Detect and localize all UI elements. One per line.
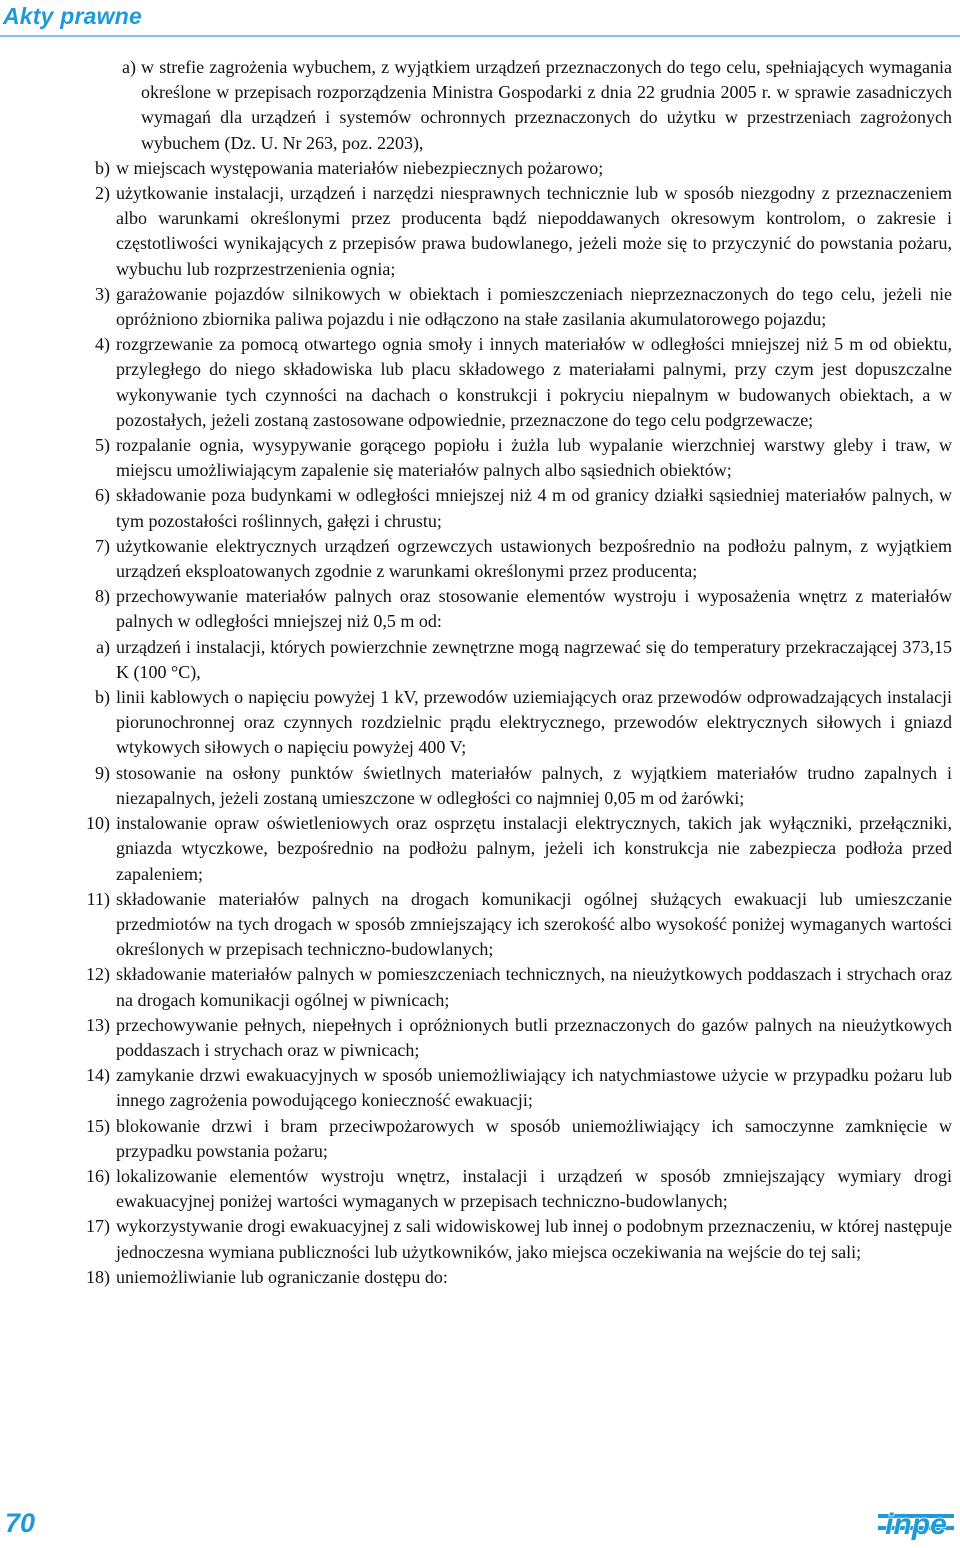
item-text: składowanie poza budynkami w odległości mniejszej niż 4 m od granicy działki sąsiedniej materiałów palnych, w tym pozostałości roślinnych, gałęzi i chrustu; <box>116 485 952 531</box>
list-item <box>0 282 960 332</box>
item-text: zamykanie drzwi ewakuacyjnych w sposób uniemożliwiający ich natychmiastowe użycie w przypadku pożaru lub innego zagrożenia powodującego konieczność ewakuacji; <box>116 1065 952 1111</box>
item-number: 14) <box>86 1065 110 1086</box>
list-item <box>0 1013 960 1063</box>
item-text: użytkowanie elektrycznych urządzeń ogrzewczych ustawionych bezpośrednio na podłożu palnym, z wyjątkiem urządzeń eksploatowanych zgodnie z warunkami określonymi przez producenta; <box>116 535 952 582</box>
item-text: rozgrzewanie za pomocą otwartego ognia smoły i innych materiałów w odległości mniejszej niż 5 m od obiektu, przyległego do niego składowiska lub placu składowego z materiałami palnymi, przy czym jest dopuszczalne wykonywanie tych czynności na dachach o konstrukcji i pokryciu niepalnym w budowanych obiektach, a w pozostałych, jeżeli zostaną zastosowane odpowiednie, przeznaczone do tego celu podgrzewacze; <box>116 334 952 430</box>
subitem-text: urządzeń i instalacji, których powierzchnie zewnętrzne mogą nagrzewać się do temperatury przekraczającej 373,15 K (100 °C), <box>116 636 952 682</box>
list-item <box>0 761 960 811</box>
item-text: przechowywanie materiałów palnych oraz stosowanie elementów wystroju i wyposażenia wnętrz z materiałów palnych w odległości mniejszej niż 0,5 m od: <box>116 586 952 632</box>
publisher-logo-icon <box>878 1505 954 1541</box>
item-number: 15) <box>86 1115 110 1136</box>
item-text: przechowywanie pełnych, niepełnych i opróżnionych butli przeznaczonych do gazów palnych na nieużytkowych poddaszach i strychach oraz w piwnicach; <box>116 1014 952 1060</box>
legal-text <box>0 55 960 1290</box>
item-text: stosowanie na osłony punktów świetlnych materiałów palnych, z wyjątkiem materiałów trudno zapalnych i niezapalnych, jeżeli zostaną umieszczone w odległości co najmniej 0,05 m od żarówki; <box>116 762 952 808</box>
list-item <box>0 1164 960 1214</box>
subitem-text: linii kablowych o napięciu powyżej 1 kV, przewodów uziemiających oraz przewodów odprowadzających instalacji piorunochronnej oraz czynnych rozdzielnic prądu elektrycznego, przewodów elektrycznych siłowych i gniazd wtykowych siłowych o napięciu powyżej 400 V; <box>116 687 952 758</box>
item-number: 12) <box>86 964 110 985</box>
item-text: blokowanie drzwi i bram przeciwpożarowych w sposób uniemożliwiający ich samoczynne zamknięcie w przypadku powstania pożaru; <box>116 1115 952 1161</box>
subitem-marker: a) <box>96 636 110 657</box>
item-text: składowanie materiałów palnych w pomieszczeniach technicznych, na nieużytkowych poddaszach i strychach oraz na drogach komunikacji ogólnej w piwnicach; <box>116 964 952 1010</box>
subitem-marker: a) <box>122 57 136 77</box>
list-subitem <box>0 635 960 685</box>
list-item <box>0 1114 960 1164</box>
item-text: wykorzystywanie drogi ewakuacyjnej z sali widowiskowej lub innej o podobnym przeznaczeniu, w której następuje jednoczesna wymiana publiczności lub użytkowników, jako miejsca oczekiwania na wejście do tej sali; <box>116 1216 952 1262</box>
list-item <box>0 1265 960 1290</box>
list-item <box>0 483 960 533</box>
subitem-text: w strefie zagrożenia wybuchem, z wyjątkiem urządzeń przeznaczonych do tego celu, spełniających wymagania określone w przepisach rozporządzenia Ministra Gospodarki z dnia 22 grudnia 2005 r. w sprawie zasadniczych wymagań dla urządzeń i systemów ochronnych przeznaczonych do użytku w przestrzeniach zagrożonych wybuchem (Dz. U. Nr 263, poz. 2203), <box>141 57 952 153</box>
item-text: uniemożliwianie lub ograniczanie dostępu do: <box>116 1266 448 1287</box>
list-item <box>0 584 960 634</box>
item-number: 6) <box>95 485 110 506</box>
subitem-marker: b) <box>95 157 110 178</box>
item-number: 18) <box>86 1266 110 1287</box>
list-item <box>0 811 960 887</box>
subitem-text: w miejscach występowania materiałów niebezpiecznych pożarowo; <box>116 157 604 178</box>
list-item <box>0 534 960 584</box>
list-item <box>0 887 960 963</box>
section-title: Akty prawne <box>3 3 142 29</box>
item-number: 10) <box>86 813 110 834</box>
list-item <box>0 433 960 483</box>
list-item <box>0 181 960 282</box>
item-number: 11) <box>86 888 110 909</box>
item-number: 2) <box>95 183 110 204</box>
list-item <box>0 1214 960 1264</box>
item-number: 8) <box>95 586 110 607</box>
item-number: 5) <box>95 435 110 456</box>
list-subitem <box>0 156 960 181</box>
list-item <box>0 1063 960 1113</box>
page-header <box>0 0 960 40</box>
item-number: 4) <box>95 334 110 355</box>
list-subitem <box>0 55 960 156</box>
item-number: 3) <box>95 283 110 304</box>
item-number: 9) <box>95 762 110 783</box>
item-text: rozpalanie ognia, wysypywanie gorącego popiołu i żużla lub wypalanie wierzchniej warstwy gleby i traw, w miejscu umożliwiającym zapalenie się materiałów palnych albo sąsiednich obiektów; <box>116 435 952 481</box>
item-number: 17) <box>86 1216 110 1237</box>
item-number: 16) <box>86 1165 110 1186</box>
item-text: lokalizowanie elementów wystroju wnętrz, instalacji i urządzeń w sposób zmniejszający wymiary drogi ewakuacyjnej poniżej wartości wymaganych w przepisach techniczno-budowlanych; <box>116 1165 952 1212</box>
list-item <box>0 962 960 1012</box>
list-subitem <box>0 685 960 761</box>
item-text: instalowanie opraw oświetleniowych oraz osprzętu instalacji elektrycznych, takich jak wyłączniki, przełączniki, gniazda wtyczkowe, bezpośrednio na podłożu palnym, jeżeli ich konstrukcja nie zabezpiecza podłoża przed zapaleniem; <box>116 813 952 884</box>
subitem-marker: b) <box>95 687 110 708</box>
list-item <box>0 332 960 433</box>
page-number: 70 <box>5 1508 36 1538</box>
item-number: 7) <box>95 535 110 556</box>
item-number: 13) <box>86 1014 110 1035</box>
header-divider <box>0 35 960 37</box>
item-text: garażowanie pojazdów silnikowych w obiektach i pomieszczeniach nieprzeznaczonych do tego celu, jeżeli nie opróżniono zbiornika paliwa pojazdu i nie odłączono na stałe zasilania akumulatorowego pojazdu; <box>116 283 952 330</box>
item-text: użytkowanie instalacji, urządzeń i narzędzi niesprawnych technicznie lub w sposób niezgodny z przeznaczeniem albo warunkami określonymi przez producenta bądź niepoddawanych okresowym kontrolom, o zakresie i częstotliwości wynikających z przepisów prawa budowlanego, jeżeli może się to przyczynić do powstania pożaru, wybuchu lub rozprzestrzenienia ognia; <box>116 183 952 279</box>
item-text: składowanie materiałów palnych na drogach komunikacji ogólnej służących ewakuacji lub umieszczanie przedmiotów na tych drogach w sposób zmniejszający ich szerokość albo wysokość poniżej wymaganych wartości określonych w przepisach techniczno-budowlanych; <box>116 888 952 960</box>
logo-wordmark: inpe <box>885 1508 947 1541</box>
